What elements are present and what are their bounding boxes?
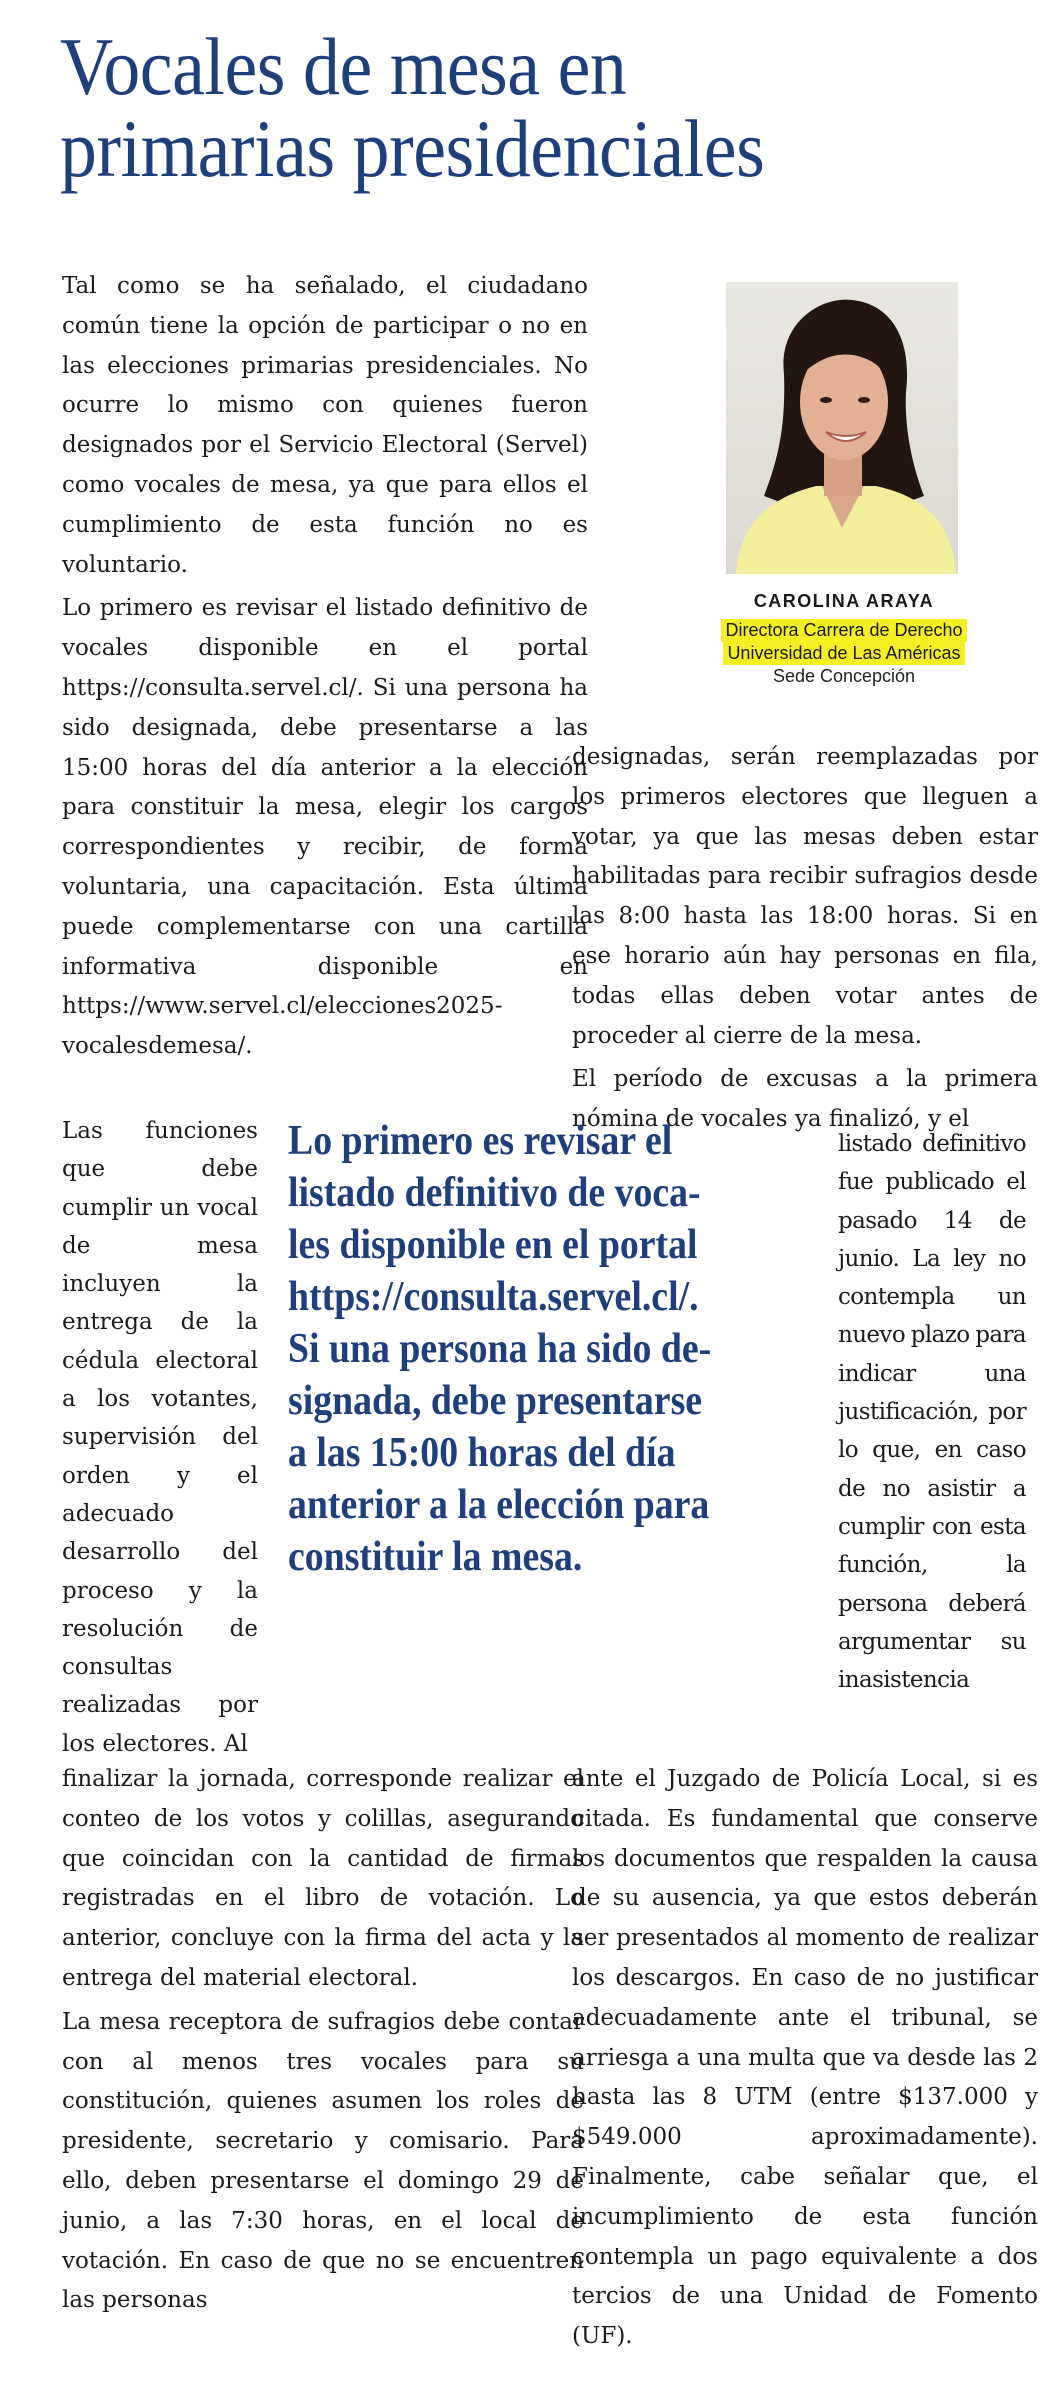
- author-photo: [726, 282, 958, 574]
- pull-quote-line: constituir la mesa.: [288, 1534, 583, 1580]
- pull-quote-line: Lo primero es revisar el: [288, 1118, 673, 1164]
- pull-quote-line: Si una persona ha sido de-: [288, 1326, 712, 1372]
- paragraph-excusas: El período de excusas a la primera nómina de vocales ya finalizó, y el: [572, 1066, 1038, 1133]
- paragraph-intro: Tal como se ha señalado, el ciudadano común tiene la opción de participar o no en las elecciones primarias presidenciales. No ocurre lo mismo con quienes fueron designados por el Servicio Electoral (Servel) como vocales de mesa, ya que para ellos el cumplimiento de esta función no es voluntario.: [62, 273, 588, 578]
- author-title-line-2: Universidad de Las Américas: [723, 642, 964, 665]
- paragraph-conteo: finalizar la jornada, corresponde realizar el conteo de los votos y colillas, asegurando que coincidan con la cantidad de firmas registradas en el libro de votación. Lo anterior, concluye con la firma del acta y la entrega del material electoral.: [62, 1766, 584, 1991]
- pull-quote-line: signada, debe presentarse: [288, 1378, 703, 1424]
- paragraph-listado: Lo primero es revisar el listado definitivo de vocales disponible en el portal https://consulta.servel.cl/. Si una persona ha sido designada, debe presentarse a las 15:00 horas del día anterior a la elección para constituir la mesa, elegir los cargos correspondientes y recibir, de forma voluntaria, una capacitación. Esta última puede complementarse con una cartilla informativa disponible en https://www.servel.cl/elecciones2025-vocalesdemesa/.: [62, 595, 588, 1060]
- pull-quote-line: https://consulta.servel.cl/.: [288, 1274, 699, 1320]
- paragraph-juzgado: ante el Juzgado de Policía Local, si es citada. Es fundamental que conserve los documentos que respalden la causa de su ausencia, ya que estos deberán ser presentados al momento de realizar los descargos. En caso de no justificar adecuadamente ante el tribunal, se arriesga a una multa que va desde las 2 hasta las 8 UTM (entre $137.000 y $549.000 aproximadamente). Finalmente, cabe señalar que, el incumplimiento de esta función contempla un pago equivalente a dos tercios de una Unidad de Fomento (UF).: [572, 1766, 1038, 2350]
- author-title-line-1: Directora Carrera de Derecho: [721, 619, 966, 642]
- article-narrow-left: Las funciones que debe cumplir un vocal de mesa incluyen la entrega de la cédula electoral a los votantes, supervisión del orden y el adecuado desarrollo del proceso y la resolución de consultas realizadas por los electores. Al: [62, 1118, 258, 1757]
- author-caption: [650, 590, 1038, 688]
- pull-quote-line: a las 15:00 horas del día: [288, 1430, 676, 1476]
- paragraph-designadas: designadas, serán reemplazadas por los primeros electores que lleguen a votar, ya que las mesas deben estar habilitadas para recibir sufragios desde las 8:00 hasta las 18:00 horas. Si en ese horario aún hay personas en fila, todas ellas deben votar antes de proceder al cierre de la mesa.: [572, 744, 1038, 1049]
- article-column-2: [572, 738, 1038, 1140]
- article-bottom-left: [62, 1760, 584, 2321]
- pull-quote-line: anterior a la elección para: [288, 1482, 710, 1528]
- paragraph-mesa-receptora: La mesa receptora de sufragios debe contar con al menos tres vocales para su constitución, quienes asumen los roles de presidente, secretario y comisario. Para ello, deben presentarse el domingo 29 de junio, a las 7:30 horas, en el local de votación. En caso de que no se encuentren las personas: [62, 2008, 584, 2314]
- portrait-photo-icon: [726, 282, 958, 574]
- article-bottom-right: [572, 1760, 1038, 2357]
- pull-quote-line: listado definitivo de voca-: [288, 1170, 701, 1216]
- author-name: CAROLINA ARAYA: [753, 591, 935, 611]
- article-narrow-right: listado definitivo fue publicado el pasado 14 de junio. La ley no contempla un nuevo plazo para indicar una justificación, por lo que, en caso de no asistir a cumplir con esta función, la persona deberá argumentar su inasistencia: [838, 1131, 1026, 1694]
- headline-line-1: Vocales de mesa en: [60, 21, 627, 112]
- pull-quote: [288, 1115, 790, 1583]
- pull-quote-line: les disponible en el portal: [288, 1222, 698, 1268]
- article-column-1: [62, 267, 588, 1067]
- headline-line-2: primarias presidenciales: [60, 103, 765, 194]
- headline: [60, 21, 942, 194]
- author-location: Sede Concepción: [772, 666, 916, 686]
